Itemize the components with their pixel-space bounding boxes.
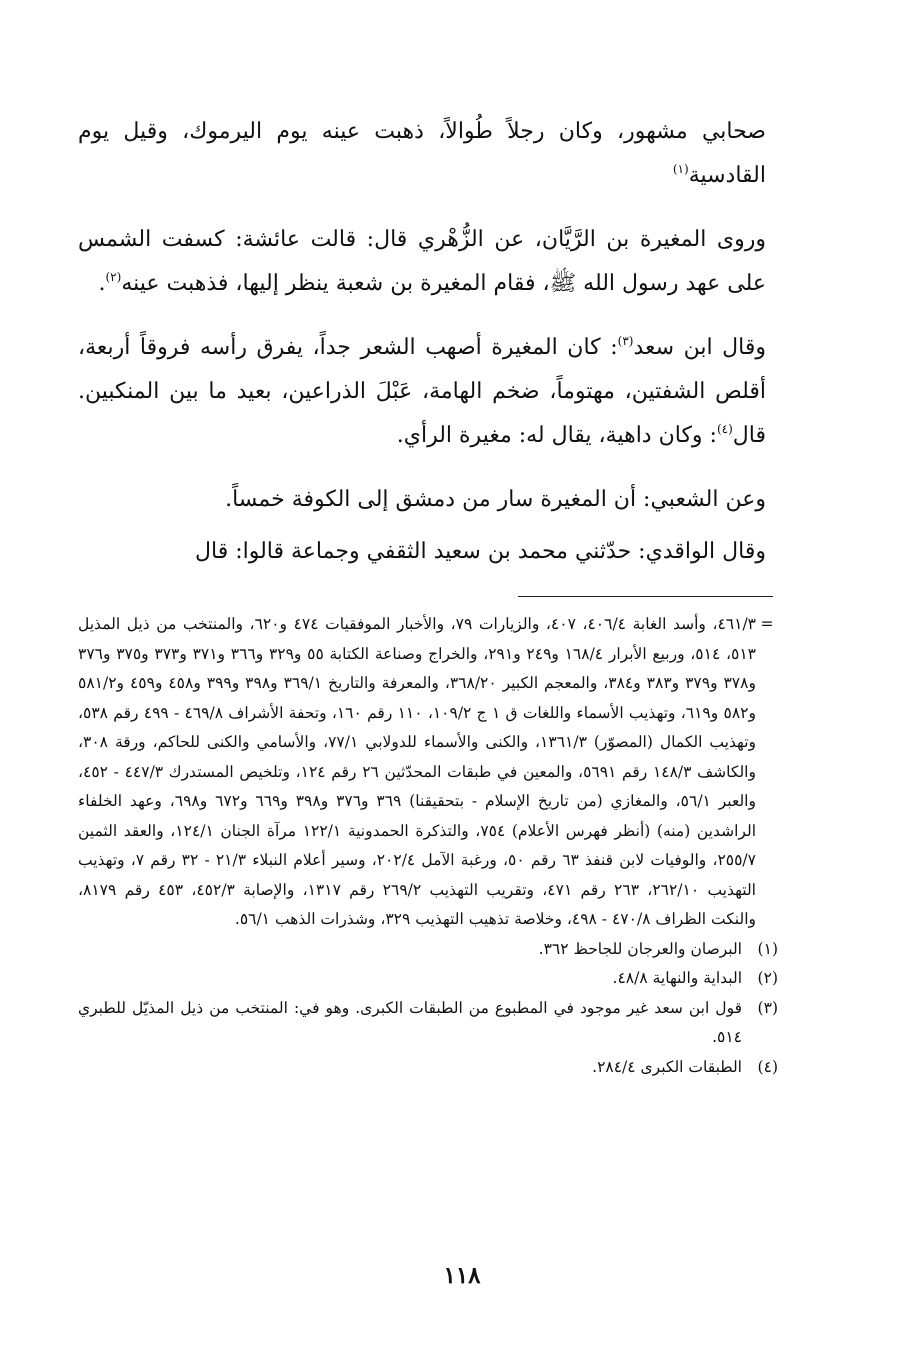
paragraph xyxy=(78,530,766,574)
footnotes-area xyxy=(78,610,778,1082)
paragraph xyxy=(78,478,766,522)
footnote-item xyxy=(78,1053,778,1083)
continuation-text: ٤٦١/٣، وأسد الغابة ٤٠٦/٤، ٤٠٧، والزيارات ٧٩، والأخبار الموفقيات ٤٧٤ و٦٢٠، والمنتخب من ذيل المذيل ٥١٣، ٥١٤، وربيع الأبرار ١٦٨/٤ و٢٤٩ و٢٩١، والخراج وصناعة الكتابة ٥٥ و٣٢٩ و٣٦٦ و٣٧١ و٣٧٣ و٣٧٥ و٣٧٦ و٣٧٨ و٣٧٩ و٣٨٣ و٣٨٤، والمعجم الكبير ٣٦٨/٢٠، والمعرفة والتاريخ ٣٦٩/١ و٣٩٨ و٣٩٩ و٤٥٨ و٤٥٩ و٥٨١/٢ و٥٨٢ و٦١٩، وتهذيب الأسماء واللغات ق ١ ج ١٠٩/٢، ١١٠ رقم ١٦٠، وتحفة الأشراف ٤٦٩/٨ - ٤٩٩ رقم ٥٣٨، وتهذيب الكمال (المصوّر) ١٣٦١/٣، والكنى والأسماء للدولابي ٧٧/١، والأسامي والكنى للحاكم، ورقة ٣٠٨، والكاشف ١٤٨/٣ رقم ٥٦٩١، والمعين في طبقات المحدّثين ٢٦ رقم ١٢٤، وتلخيص المستدرك ٤٤٧/٣ - ٤٥٢، والعبر ٥٦/١، والمغازي (من تاريخ الإسلام - بتحقيقنا) ٣٦٩ و٣٧٦ و٣٩٨ و٦٦٩ و٦٧٢ و٦٩٨، وعهد الخلفاء الراشدين (منه) (أنظر فهرس الأعلام) ٧٥٤، والتذكرة الحمدونية ١٢٢/١ مرآة الجنان ١٢٤/١، والعقد الثمين ٢٥٥/٧، والوفيات لابن قنفذ ٦٣ رقم ٥٠، ورغبة الآمل ٢٠٢/٤، وسير أعلام النبلاء ٢١/٣ - ٣٢ رقم ٧، وتهذيب التهذيب ٢٦٢/١٠، ٢٦٣ رقم ٤٧١، وتقريب التهذيب ٢٦٩/٢ رقم ١٣١٧، والإصابة ٤٥٢/٣، ٤٥٣ رقم ٨١٧٩، والنكت الظراف ٤٧٠/٨ - ٤٩٨، وخلاصة تذهيب التهذيب ٣٢٩، وشذرات الذهب ٥٦/١. xyxy=(78,615,757,928)
paragraph-text: صحابي مشهور، وكان رجلاً طُوالاً، ذهبت عينه يوم اليرموك، وقيل يوم القادسية xyxy=(78,119,766,188)
paragraph-text: وعن الشعبي: أن المغيرة سار من دمشق إلى الكوفة خمساً. xyxy=(225,487,766,512)
footnote-item xyxy=(78,994,778,1053)
continuation-mark: = xyxy=(760,615,774,633)
paragraph-text: وروى المغيرة بن الرَّيَّان، عن الزُّهْري قال: قالت عائشة: كسفت الشمس على عهد رسول الله ﷺ، فقام المغيرة بن شعبة ينظر إليها، فذهبت عينه xyxy=(78,227,766,296)
footnote-number: (٤) xyxy=(757,1057,778,1076)
paragraph xyxy=(78,326,766,458)
footnote-item xyxy=(78,935,778,965)
paragraph-text: : وكان داهية، يقال له: مغيرة الرأي. xyxy=(396,423,717,448)
paragraph xyxy=(78,110,766,198)
paragraph-text: . xyxy=(98,271,106,296)
footnote-number: (٣) xyxy=(757,998,778,1017)
paragraph-text: وقال الواقدي: حدّثني محمد بن سعيد الثقفي وجماعة قالوا: قال xyxy=(195,539,766,564)
footnote-item xyxy=(78,964,778,994)
footnote-ref[interactable]: (٤) xyxy=(716,422,733,436)
footnote-text: قول ابن سعد غير موجود في المطبوع من الطبقات الكبرى. وهو في: المنتخب من ذيل المذيّل للطبري ٥١٤. xyxy=(78,998,742,1046)
footnote-number: (٢) xyxy=(757,969,778,987)
footnote-separator xyxy=(518,596,773,597)
paragraph-text: : كان المغيرة أصهب الشعر جداً، يفرق رأسه فروقاً أربعة، أقلص الشفتين، مهتوماً، ضخم الهامة، عَبْلَ الذراعين، بعيد ما بين المنكبين. قال xyxy=(78,335,766,448)
paragraph-text: وقال ابن سعد xyxy=(633,335,766,360)
footnote-ref[interactable]: (١) xyxy=(672,162,689,176)
footnote-ref[interactable]: (٣) xyxy=(617,334,634,348)
footnote-ref[interactable]: (٢) xyxy=(105,270,122,284)
page-number: ١١٨ xyxy=(443,1262,481,1289)
paragraph xyxy=(78,218,766,306)
footnote-continuation xyxy=(78,610,778,935)
main-text xyxy=(78,110,766,594)
footnote-number: (١) xyxy=(757,939,778,958)
footnote-text: البداية والنهاية ٤٨/٨. xyxy=(612,969,742,987)
footnote-text: الطبقات الكبرى ٢٨٤/٤. xyxy=(592,1057,742,1076)
footnote-text: البرصان والعرجان للجاحظ ٣٦٢. xyxy=(538,939,742,958)
